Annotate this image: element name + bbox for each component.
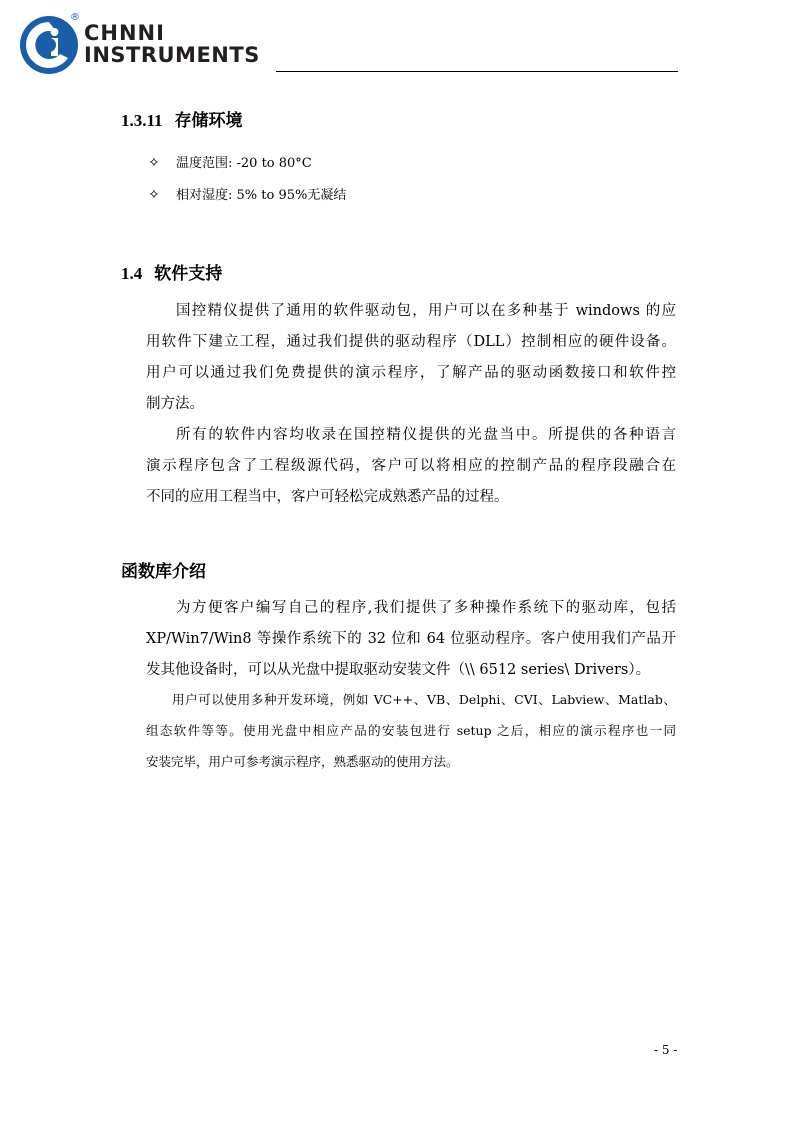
brand-line2: INSTRUMENTS: [84, 43, 260, 67]
brand-name: [84, 22, 260, 66]
paragraph: [146, 420, 676, 513]
paragraph-line: 制方法。: [146, 396, 204, 412]
section-title: 函数库介绍: [121, 562, 206, 582]
paragraph-line: 安装完毕，用户可参考演示程序，熟悉驱动的使用方法。: [146, 754, 459, 769]
section-number: 1.3.11: [121, 111, 163, 130]
bullet-item: [148, 152, 312, 171]
paragraph-line: 组态软件等等。使用光盘中相应产品的安装包进行 setup 之后，相应的演示程序也一同: [146, 723, 676, 738]
section-heading-function-library: [121, 557, 206, 582]
brand-line1: CHNNI: [84, 21, 165, 45]
company-logo: [18, 14, 80, 76]
header-rule: [276, 71, 678, 72]
section-title: 存储环境: [174, 111, 243, 131]
section-heading-1-3-11: [121, 106, 243, 131]
paragraph-line: 用软件下建立工程，通过我们提供的驱动程序（DLL）控制相应的硬件设备。: [146, 334, 676, 350]
section-number: 1.4: [121, 264, 143, 283]
bullet-item: [148, 184, 346, 203]
paragraph-line: 所有的软件内容均收录在国控精仪提供的光盘当中。所提供的各种语言: [176, 427, 676, 443]
registered-mark: ®: [70, 12, 80, 23]
page-number: - 5 -: [654, 1043, 678, 1057]
bullet-text: 温度范围: -20 to 80°C: [176, 156, 312, 171]
paragraph-line: 发其他设备时，可以从光盘中提取驱动安装文件（\\ 6512 series\ Drivers）。: [146, 662, 651, 678]
paragraph-line: 为方便客户编写自己的程序,我们提供了多种操作系统下的驱动库，包括: [176, 600, 676, 616]
paragraph-line: 用户可以使用多种开发环境，例如 VC++、VB、Delphi、CVI、Labview、Matlab、: [172, 692, 676, 707]
paragraph-line: 用户可以通过我们免费提供的演示程序，了解产品的驱动函数接口和软件控: [146, 365, 676, 381]
paragraph-line: 不同的应用工程当中，客户可轻松完成熟悉产品的过程。: [146, 489, 509, 505]
paragraph-line: 演示程序包含了工程级源代码，客户可以将相应的控制产品的程序段融合在: [146, 458, 676, 474]
diamond-bullet-icon: ✧: [148, 155, 160, 171]
section-title: 软件支持: [154, 264, 223, 284]
paragraph: [146, 593, 676, 686]
bullet-text: 相对湿度: 5% to 95%无凝结: [176, 188, 347, 203]
paragraph: [146, 296, 676, 420]
section-heading-1-4: [121, 259, 222, 284]
diamond-bullet-icon: ✧: [148, 187, 160, 203]
paragraph-line: XP/Win7/Win8 等操作系统下的 32 位和 64 位驱动程序。客户使用我们产品开: [146, 631, 676, 647]
paragraph: [146, 684, 676, 777]
paragraph-line: 国控精仪提供了通用的软件驱动包，用户可以在多种基于 windows 的应: [176, 303, 676, 319]
